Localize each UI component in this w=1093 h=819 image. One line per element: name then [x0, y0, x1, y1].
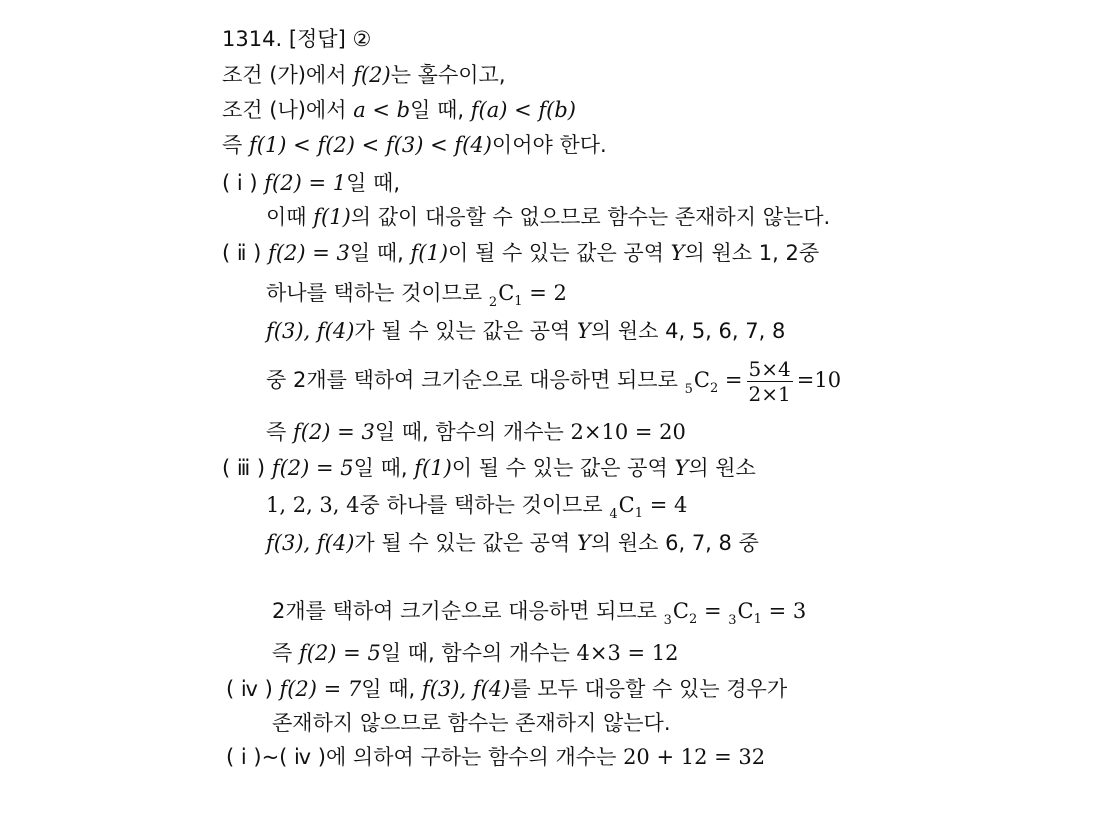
case2-line1 — [222, 240, 819, 266]
chain-expr: f(1) < f(2) < f(3) < f(4) — [248, 133, 492, 157]
case2-line4-res: =10 — [796, 368, 842, 392]
condition-ga-prefix: 조건 (가)에서 — [222, 63, 347, 87]
case3-line1 — [222, 455, 756, 481]
case2-tail-b: 이 될 수 있는 값은 공역 — [448, 241, 664, 265]
case2-expr: f(2) = 3 — [268, 241, 350, 265]
chain-line — [222, 132, 607, 158]
case1-line1 — [222, 170, 400, 196]
answer-header — [222, 26, 371, 52]
comb-sub: 1 — [753, 612, 762, 627]
case2-expr-f1: f(1) — [410, 241, 449, 265]
case3-expr: f(2) = 5 — [271, 456, 354, 480]
case2-line3-expr: f(3), f(4) — [266, 319, 355, 343]
problem-number: 1314. — [222, 27, 283, 51]
case3-line4-a: 2개를 택하여 크기순으로 대응하면 되므로 — [272, 599, 657, 623]
comb-c: C — [672, 599, 689, 623]
condition-na-expr2: f(a) < f(b) — [470, 98, 576, 122]
comb-c: C — [618, 493, 635, 517]
comb-pre: 2 — [488, 295, 498, 310]
case2-line2-eq: = 2 — [529, 281, 567, 305]
case2-tail-a: 일 때, — [349, 241, 404, 265]
case3-line3-expr: f(3), f(4) — [266, 531, 355, 555]
combination-5c2 — [684, 368, 719, 397]
answer-value: ② — [352, 27, 372, 51]
condition-na-expr: a < b — [353, 98, 411, 122]
case3-line4-eq1: = — [703, 599, 722, 623]
case1-label: ( ⅰ ) — [222, 171, 258, 195]
conclusion-text: 에 의하여 구하는 함수의 개수는 — [325, 745, 617, 769]
conclusion-expr: 20 + 12 = 32 — [623, 745, 766, 769]
case4-tail-a: 일 때, — [361, 677, 416, 701]
case4-label: ( ⅳ ) — [226, 677, 273, 701]
case1-expr: f(2) = 1 — [264, 171, 347, 195]
comb-pre: 3 — [728, 613, 737, 628]
case2-codomain-y: Y — [670, 241, 685, 265]
comb-c: C — [498, 281, 515, 305]
case2-label: ( ⅱ ) — [222, 241, 262, 265]
case3-line2-a: 중 하나를 택하는 것이므로 — [359, 493, 603, 517]
case2-line3-y: Y — [577, 319, 591, 343]
case3-tail-b: 이 될 수 있는 값은 공역 — [451, 456, 668, 480]
case3-line2 — [266, 492, 687, 528]
case3-line2-nums: 1, 2, 3, 4 — [266, 493, 360, 517]
chain-suffix: 이어야 한다. — [491, 133, 607, 157]
case3-tail-c: 의 원소 — [688, 456, 756, 480]
fraction — [747, 357, 793, 406]
case3-line3-a: 가 될 수 있는 값은 공역 — [354, 531, 571, 555]
conclusion-line — [226, 744, 765, 770]
case1-line2-b: 의 값이 대응할 수 없으므로 함수는 존재하지 않는다. — [350, 205, 831, 229]
case2-line5-a: 즉 — [266, 420, 287, 444]
condition-na-prefix: 조건 (나)에서 — [222, 98, 347, 122]
case3-line5-res: 4×3 = 12 — [576, 641, 679, 665]
case3-line4-eq2: = 3 — [768, 599, 807, 623]
combination-4c1 — [609, 493, 643, 522]
comb-sub: 1 — [634, 506, 643, 521]
case2-line4-eq: = — [724, 368, 743, 392]
comb-pre: 5 — [684, 382, 693, 397]
case3-tail-a: 일 때, — [353, 456, 408, 480]
answer-label: [정답] — [288, 27, 346, 51]
case3-line3-b: 의 원소 6, 7, 8 중 — [590, 531, 759, 555]
case4-line2 — [272, 710, 671, 736]
case2-line5 — [266, 419, 686, 445]
comb-sub: 2 — [709, 381, 719, 396]
case3-line3 — [266, 530, 759, 556]
case1-line2-a: 이때 — [266, 205, 307, 229]
case3-line3-y: Y — [577, 531, 591, 555]
case2-tail-c: 의 원소 1, 2중 — [684, 241, 820, 265]
chain-prefix: 즉 — [222, 133, 243, 157]
case2-line5-expr: f(2) = 3 — [292, 420, 375, 444]
case2-line2 — [266, 280, 567, 316]
case3-expr-f1: f(1) — [414, 456, 452, 480]
case3-line5-expr: f(2) = 5 — [298, 641, 381, 665]
case3-line5 — [272, 640, 679, 666]
case2-line3-a: 가 될 수 있는 값은 공역 — [354, 319, 571, 343]
comb-c: C — [737, 599, 754, 623]
case2-line4 — [266, 352, 841, 418]
case3-line2-eq: = 4 — [649, 493, 688, 517]
case4-expr: f(2) = 7 — [279, 677, 362, 701]
case2-line4-a: 중 2개를 택하여 크기순으로 대응하면 되므로 — [266, 368, 678, 392]
condition-na-mid: 일 때, — [410, 98, 465, 122]
case4-expr2: f(3), f(4) — [421, 677, 511, 701]
case3-line5-b: 일 때, 함수의 개수는 — [380, 641, 570, 665]
case3-line4 — [272, 598, 806, 634]
case1-line2 — [266, 204, 830, 230]
case4-tail-b: 를 모두 대응할 수 있는 경우가 — [510, 677, 788, 701]
case2-line5-res: 2×10 = 20 — [570, 420, 686, 444]
comb-sub: 2 — [688, 612, 698, 627]
condition-ga-line — [222, 62, 506, 88]
comb-pre: 3 — [663, 613, 672, 628]
case4-line1 — [226, 676, 787, 702]
combination-3c2 — [663, 599, 698, 628]
case2-line2-a: 하나를 택하는 것이므로 — [266, 281, 483, 305]
fraction-denominator: 2×1 — [748, 381, 791, 406]
case3-codomain-y: Y — [674, 456, 689, 480]
condition-ga-expr: f(2) — [353, 63, 391, 87]
case3-line5-a: 즉 — [272, 641, 293, 665]
case2-line3-b: 의 원소 4, 5, 6, 7, 8 — [590, 319, 786, 343]
case3-label: ( ⅲ ) — [222, 456, 266, 480]
conclusion-label: ( ⅰ )~( ⅳ ) — [226, 745, 326, 769]
case1-line2-expr: f(1) — [313, 205, 351, 229]
comb-pre: 4 — [609, 507, 618, 522]
case4-line2-text: 존재하지 않으므로 함수는 존재하지 않는다. — [272, 711, 671, 735]
comb-sub: 1 — [514, 294, 523, 309]
case2-line3 — [266, 318, 785, 344]
fraction-numerator: 5×4 — [748, 356, 791, 381]
combination-3c1 — [728, 599, 762, 628]
comb-c: C — [693, 368, 710, 392]
combination-2c1 — [488, 281, 523, 310]
case2-line5-b: 일 때, 함수의 개수는 — [374, 420, 564, 444]
condition-ga-suffix: 는 홀수이고, — [390, 63, 506, 87]
condition-na-line — [222, 97, 576, 123]
case1-tail: 일 때, — [346, 171, 401, 195]
